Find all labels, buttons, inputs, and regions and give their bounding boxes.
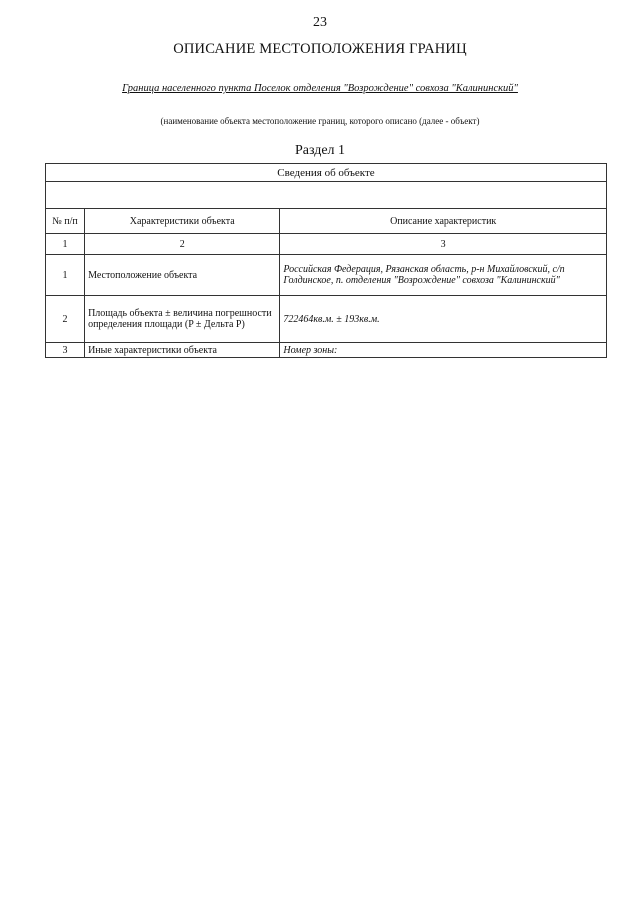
table-row <box>46 296 607 343</box>
object-name-caption: (наименование объекта местоположение границ, которого описано (далее - объект) <box>160 116 480 126</box>
column-number-2: 2 <box>85 234 280 255</box>
row-characteristic: Местоположение объекта <box>85 255 280 296</box>
header-number: № п/п <box>46 209 85 234</box>
table-header-row <box>46 209 607 234</box>
table-spacer-row <box>46 182 607 209</box>
header-description: Описание характеристик <box>280 209 607 234</box>
document-title: ОПИСАНИЕ МЕСТОПОЛОЖЕНИЯ ГРАНИЦ <box>173 41 467 57</box>
header-characteristic: Характеристики объекта <box>85 209 280 234</box>
column-number-3: 3 <box>280 234 607 255</box>
row-number: 3 <box>46 343 85 358</box>
page-number: 23 <box>313 15 327 30</box>
row-number: 2 <box>46 296 85 343</box>
row-description: 722464кв.м. ± 193кв.м. <box>280 296 607 343</box>
table-row <box>46 343 607 358</box>
row-description: Номер зоны: <box>280 343 607 358</box>
row-characteristic: Площадь объекта ± величина погрешности определения площади (P ± Дельта P) <box>85 296 280 343</box>
table-spacer-cell <box>46 182 607 209</box>
object-info-table <box>45 163 607 358</box>
table-row <box>46 255 607 296</box>
row-number: 1 <box>46 255 85 296</box>
row-characteristic: Иные характеристики объекта <box>85 343 280 358</box>
row-description: Российская Федерация, Рязанская область, р-н Михайловский, с/п Голдинское, п. отделения "Возрождение" совхоза "Калининский" <box>280 255 607 296</box>
table-title: Сведения об объекте <box>46 164 607 182</box>
column-number-row <box>46 234 607 255</box>
table-title-row <box>46 164 607 182</box>
section-title: Раздел 1 <box>294 143 346 158</box>
object-name: Граница населенного пункта Поселок отделения "Возрождение" совхоза "Калининский" <box>122 83 518 94</box>
column-number-1: 1 <box>46 234 85 255</box>
